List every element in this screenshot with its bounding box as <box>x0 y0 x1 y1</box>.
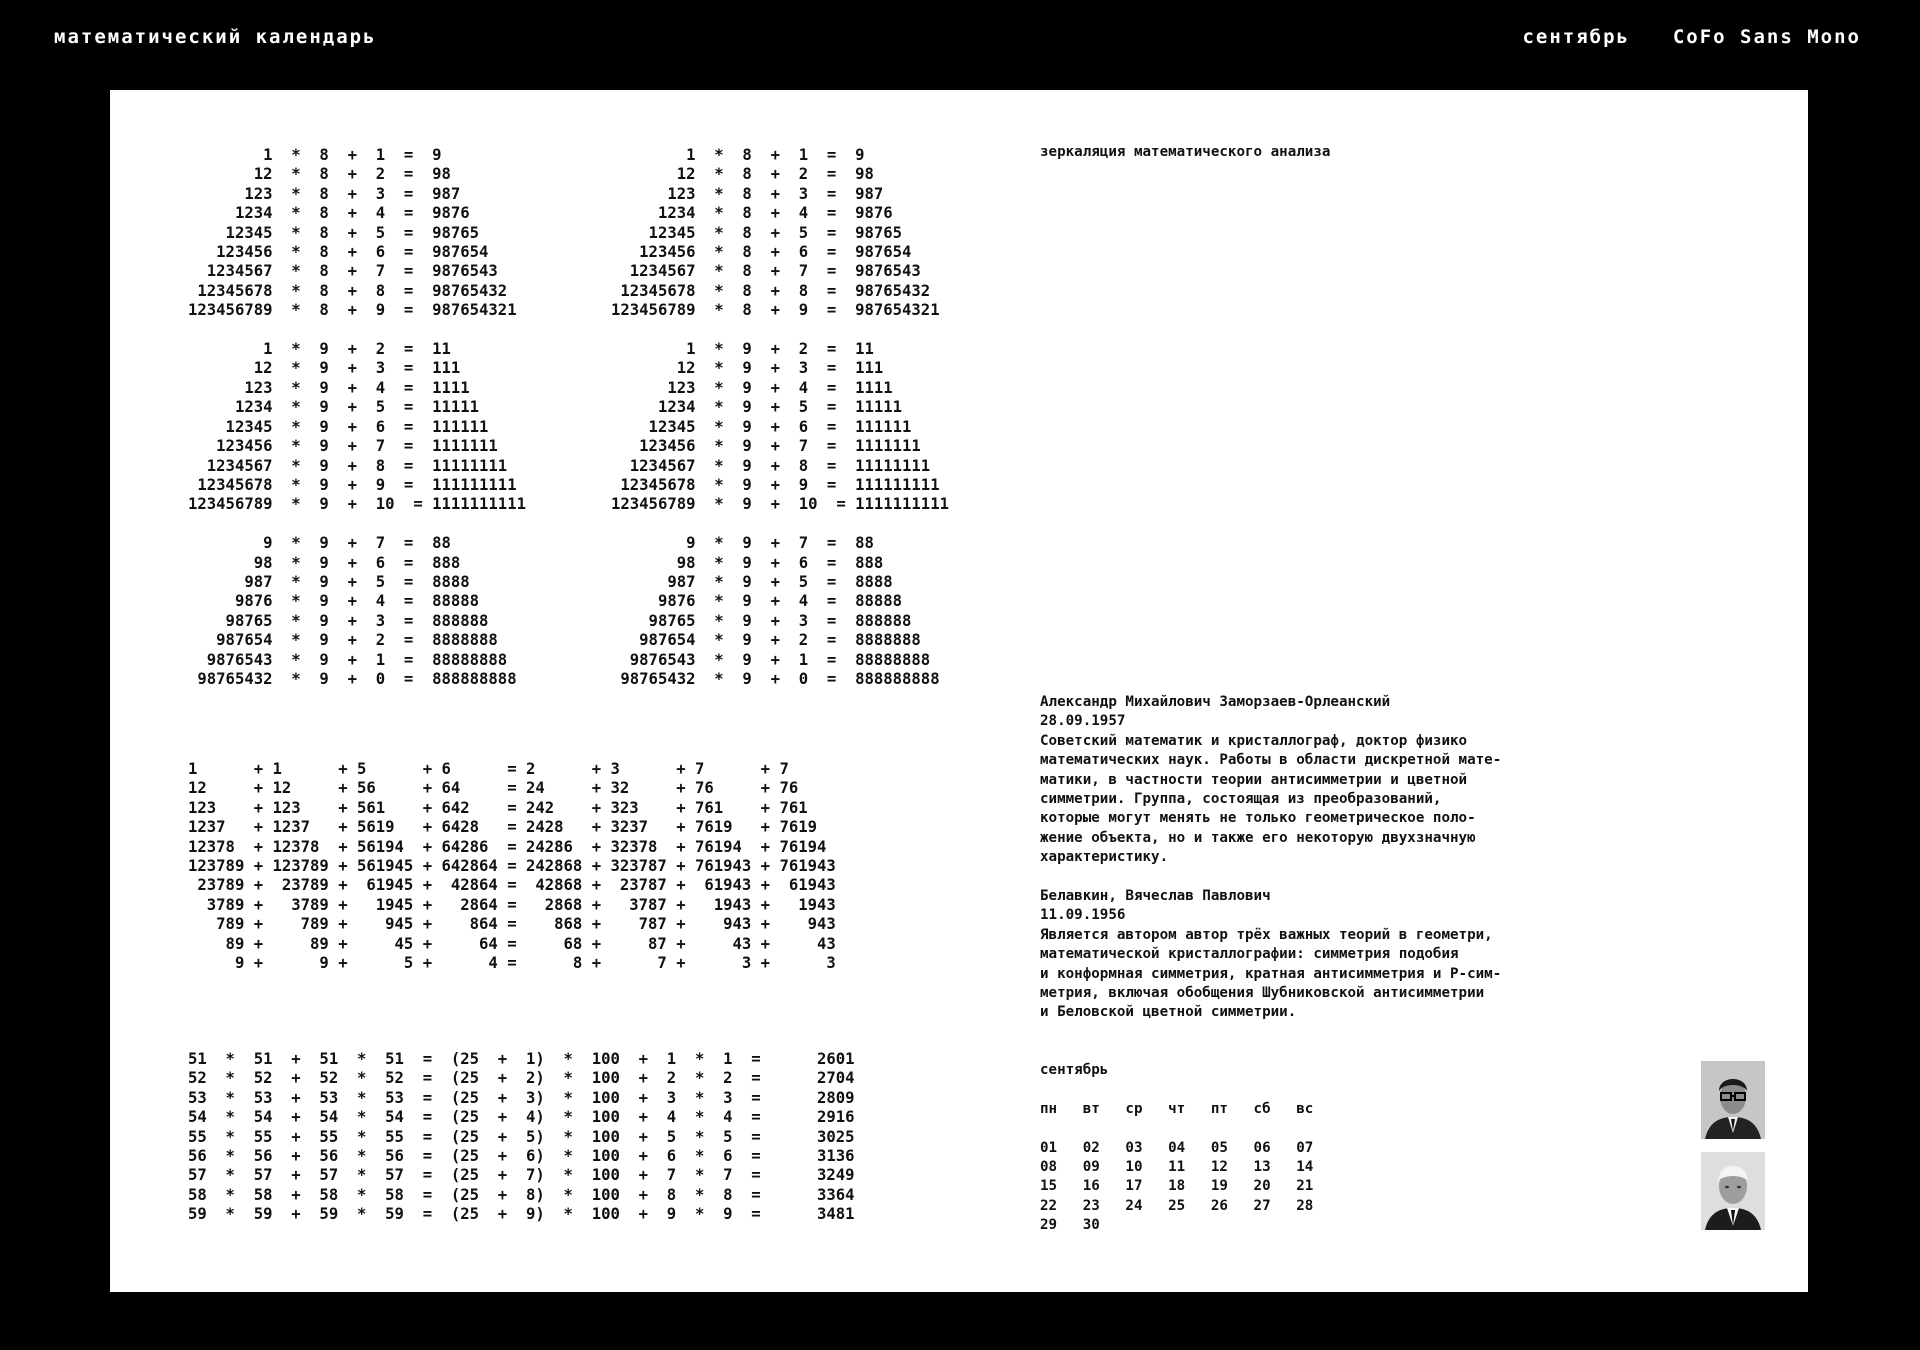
analysis-title: зеркаляция математического анализа <box>1040 144 1331 160</box>
pattern-table-left: 1 * 8 + 1 = 9 12 * 8 + 2 = 98 123 * 8 + 3 = 987 1234 * 8 + 4 = 9876 12345 * 8 + 5 = 98765 123456 * 8 + 6 = 987654 1234567 * 8 + 7 = 9876543 12345678 * 8 + 8 = 98765432 123456789 * 8 + 9 = 987654321 1 * 9 + 2 = 11 12 * 9 + 3 = 111 123 * 9 + 4 = 1111 1234 * 9 + 5 = 11111 12345 * 9 + 6 = 111111 123456 * 9 + 7 = 1111111 1234567 * 9 + 8 = 11111111 12345678 * 9 + 9 = 111111111 123456789 * 9 + 10 = 1111111111 9 * 9 + 7 = 88 98 * 9 + 6 = 888 987 * 9 + 5 = 8888 9876 * 9 + 4 = 88888 98765 * 9 + 3 = 888888 987654 * 9 + 2 = 8888888 9876543 * 9 + 1 = 88888888 98765432 * 9 + 0 = 888888888 <box>188 146 526 688</box>
sum-table: 1 + 1 + 5 + 6 = 2 + 3 + 7 + 7 12 + 12 + 56 + 64 = 24 + 32 + 76 + 76 123 + 123 + 561 + 642 = 242 + 323 + 761 + 761 1237 + 1237 + 5619 + 6428 = 2428 + 3237 + 7619 + 7619 12378 + 12378 + 56194 + 64286 = 24286 + 32378 + 76194 + 76194 123789 + 123789 + 561945 + 642864 = 242868 + 323787 + 761943 + 761943 23789 + 23789 + 61945 + 42864 = 42868 + 23787 + 61943 + 61943 3789 + 3789 + 1945 + 2864 = 2868 + 3787 + 1943 + 1943 789 + 789 + 945 + 864 = 868 + 787 + 943 + 943 89 + 89 + 45 + 64 = 68 + 87 + 43 + 43 9 + 9 + 5 + 4 = 8 + 7 + 3 + 3 <box>188 760 836 973</box>
pattern-table-right: 1 * 8 + 1 = 9 12 * 8 + 2 = 98 123 * 8 + 3 = 987 1234 * 8 + 4 = 9876 12345 * 8 + 5 = 98765 123456 * 8 + 6 = 987654 1234567 * 8 + 7 = 9876543 12345678 * 8 + 8 = 98765432 123456789 * 8 + 9 = 987654321 1 * 9 + 2 = 11 12 * 9 + 3 = 111 123 * 9 + 4 = 1111 1234 * 9 + 5 = 11111 12345 * 9 + 6 = 111111 123456 * 9 + 7 = 1111111 1234567 * 9 + 8 = 11111111 12345678 * 9 + 9 = 111111111 123456789 * 9 + 10 = 1111111111 9 * 9 + 7 = 88 98 * 9 + 6 = 888 987 * 9 + 5 = 8888 9876 * 9 + 4 = 88888 98765 * 9 + 3 = 888888 987654 * 9 + 2 = 8888888 9876543 * 9 + 1 = 88888888 98765432 * 9 + 0 = 888888888 <box>611 146 949 688</box>
portrait-photo-elder <box>1701 1152 1765 1230</box>
month-calendar: сентябрь пн вт ср чт пт сб вс 01 02 03 04 05 06 07 08 09 10 11 12 13 14 15 16 17 18 19 20 21 22 23 24 25 26 27 28 29 30 <box>1040 1062 1314 1234</box>
square-table: 51 * 51 + 51 * 51 = (25 + 1) * 100 + 1 * 1 = 2601 52 * 52 + 52 * 52 = (25 + 2) * 100 + 2 * 2 = 2704 53 * 53 + 53 * 53 = (25 + 3) * 100 + 3 * 3 = 2809 54 * 54 + 54 * 54 = (25 + 4) * 100 + 4 * 4 = 2916 55 * 55 + 55 * 55 = (25 + 5) * 100 + 5 * 5 = 3025 56 * 56 + 56 * 56 = (25 + 6) * 100 + 6 * 6 = 3136 57 * 57 + 57 * 57 = (25 + 7) * 100 + 7 * 7 = 3249 58 * 58 + 58 * 58 = (25 + 8) * 100 + 8 * 8 = 3364 59 * 59 + 59 * 59 = (25 + 9) * 100 + 9 * 9 = 3481 <box>188 1050 855 1224</box>
calendar-title: математический календарь <box>54 26 377 48</box>
header-month: сентябрь <box>1522 26 1630 48</box>
calendar-sheet <box>110 90 1808 1292</box>
biography-zamorzaev: Александр Михайлович Заморзаев-Орлеанский 28.09.1957 Советский математик и кристаллограф, доктор физико математических наук. Работы в области дискретной мате- матики, в частности теории антисимметрии и цветной симметрии. Группа, состоящая из преобразований, которые могут менять не только геометрическое поло- жение объекта, но и также его некоторую двухзначную характеристику. <box>1040 694 1502 866</box>
biography-belavkin: Белавкин, Вячеслав Павлович 11.09.1956 Является автором автор трёх важных теорий в геометри, математической кристаллографии: симметрия подобия и конформная симметрия, кратная антисимметрия и Р-сим- метрия, включая обобщения Шубниковской антисимметрии и Беловской цветной симметрии. <box>1040 888 1502 1021</box>
portrait-photo-glasses <box>1701 1061 1765 1139</box>
header-font-name: CoFo Sans Mono <box>1672 26 1861 48</box>
